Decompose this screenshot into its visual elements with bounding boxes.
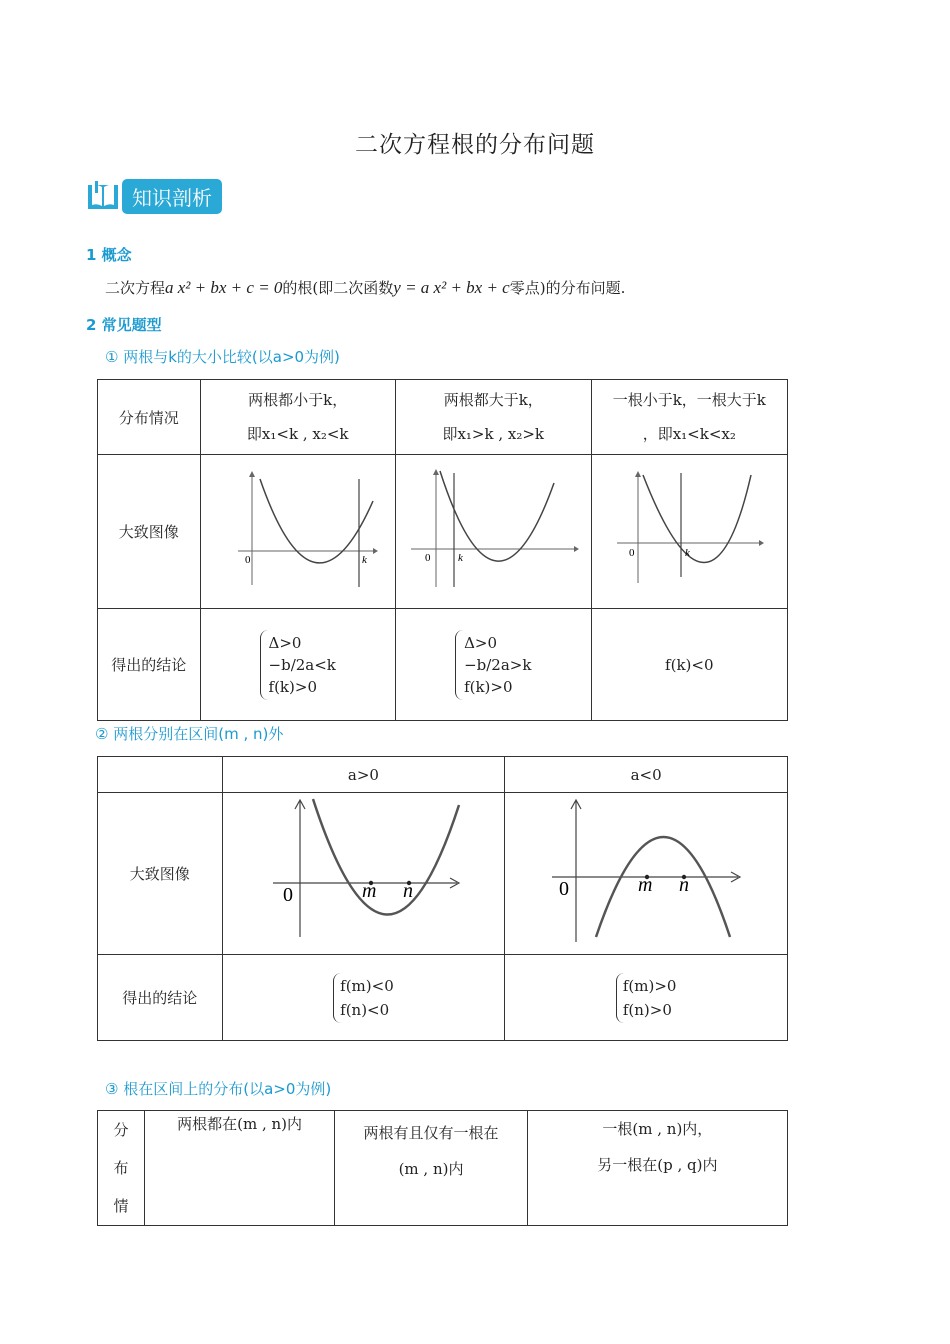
k-label: k bbox=[457, 551, 463, 564]
origin-label: 0 bbox=[629, 546, 635, 559]
parabola bbox=[440, 471, 554, 561]
parabola bbox=[260, 479, 373, 563]
case2-graph-neg-cell bbox=[505, 793, 788, 955]
case2-row-label-graph: 大致图像 bbox=[98, 793, 223, 955]
case2-graph-pos-cell bbox=[222, 793, 505, 955]
case1-col2-line1: 两根都大于k， bbox=[443, 391, 543, 409]
y-axis-arrow bbox=[635, 471, 641, 477]
case3-label-char2: 布 bbox=[113, 1159, 129, 1177]
case2-graph-pos bbox=[263, 797, 463, 947]
case1-heading: ① 两根与k的大小比较(以a>0为例) bbox=[105, 348, 340, 366]
case1-col3-desc bbox=[591, 380, 787, 455]
concept-text-mid: 的根(即二次函数 bbox=[282, 279, 394, 297]
case3-col2-line2: (m , n)内 bbox=[398, 1160, 464, 1178]
concept-eq2: y = a x² + bx + c bbox=[393, 278, 510, 297]
m-label: m bbox=[362, 879, 377, 902]
case3-row-label bbox=[98, 1111, 145, 1226]
conclusion2-cond2: −b/2a>k bbox=[464, 655, 532, 674]
case1-col1-line2: 即x₁<k , x₂<k bbox=[246, 425, 349, 443]
case1-graph2 bbox=[406, 465, 581, 595]
k-label: k bbox=[685, 546, 691, 559]
origin-label: 0 bbox=[559, 877, 570, 900]
case3-label-char3: 情 bbox=[113, 1197, 129, 1215]
case2-row-label-conclusion: 得出的结论 bbox=[98, 955, 223, 1041]
heading-concept: 1 概念 bbox=[86, 246, 132, 264]
case1-table bbox=[97, 379, 788, 721]
case1-graph3 bbox=[609, 465, 769, 595]
case1-conclusion2 bbox=[395, 609, 591, 721]
x-axis-arrow bbox=[574, 546, 579, 552]
case1-graph1-cell bbox=[200, 455, 395, 609]
case1-graph3-cell bbox=[591, 455, 787, 609]
case1-col2-desc bbox=[395, 380, 591, 455]
book-icon bbox=[86, 179, 120, 213]
page-title: 二次方程根的分布问题 bbox=[355, 132, 595, 158]
case3-table bbox=[97, 1110, 788, 1226]
y-axis-arrow bbox=[433, 469, 439, 475]
conclusion1-cond1: Δ>0 bbox=[268, 633, 302, 652]
case3-col2 bbox=[335, 1111, 527, 1226]
case2-pos-cond2: f(n)<0 bbox=[340, 1000, 390, 1019]
case1-col1-line1: 两根都小于k， bbox=[248, 391, 348, 409]
case1-col2-line2: 即x₁>k , x₂>k bbox=[442, 425, 545, 443]
case1-col3-line2: ，即x₁<k<x₂ bbox=[642, 425, 736, 443]
case2-heading: ② 两根分别在区间(m , n)外 bbox=[95, 725, 284, 743]
row-label-distribution: 分布情况 bbox=[98, 380, 201, 455]
origin-label: 0 bbox=[244, 553, 251, 566]
case3-heading: ③ 根在区间上的分布(以a>0为例) bbox=[105, 1080, 332, 1098]
case2-conclusion-neg bbox=[505, 955, 788, 1041]
n-label: n bbox=[403, 879, 414, 902]
case3-col3 bbox=[527, 1111, 787, 1226]
parabola bbox=[643, 475, 751, 563]
case2-corner bbox=[98, 757, 223, 793]
case1-col1-desc bbox=[200, 380, 395, 455]
x-axis-arrow bbox=[373, 548, 378, 554]
case3-col3-line1: 一根(m , n)内， bbox=[602, 1120, 713, 1138]
case1-graph1 bbox=[218, 465, 378, 595]
concept-text-post: 零点)的分布问题. bbox=[509, 279, 626, 297]
case2-head-a-pos: a>0 bbox=[222, 757, 505, 793]
case3-col1 bbox=[144, 1111, 334, 1226]
n-label: n bbox=[679, 873, 690, 896]
case2-table bbox=[97, 756, 788, 1041]
concept-text-pre: 二次方程 bbox=[105, 279, 166, 297]
conclusion1-cond3: f(k)>0 bbox=[268, 677, 317, 696]
x-axis-arrow bbox=[759, 540, 764, 546]
concept-paragraph bbox=[105, 277, 625, 298]
m-label: m bbox=[638, 873, 653, 896]
case1-conclusion1 bbox=[200, 609, 395, 721]
conclusion1-cond2: −b/2a<k bbox=[268, 655, 336, 674]
conclusion2-cond1: Δ>0 bbox=[464, 633, 498, 652]
y-axis-arrow bbox=[249, 471, 255, 477]
case1-conclusion3: f(k)<0 bbox=[591, 609, 787, 721]
conclusion2-cond3: f(k)>0 bbox=[464, 677, 513, 696]
case3-label-char1: 分 bbox=[113, 1121, 129, 1139]
case1-col3-line1: 一根小于k，一根大于k bbox=[612, 391, 766, 409]
case2-graph-neg bbox=[546, 797, 746, 947]
section-badge-label: 知识剖析 bbox=[122, 179, 222, 214]
origin-label: 0 bbox=[424, 551, 431, 564]
case3-col2-line1: 两根有且仅有一根在 bbox=[363, 1124, 499, 1142]
row-label-conclusion: 得出的结论 bbox=[98, 609, 201, 721]
case1-graph2-cell bbox=[395, 455, 591, 609]
case2-conclusion-pos bbox=[222, 955, 505, 1041]
section-badge bbox=[86, 178, 222, 214]
case3-col3-line2: 另一根在(p , q)内 bbox=[597, 1156, 718, 1174]
row-label-graph: 大致图像 bbox=[98, 455, 201, 609]
case2-neg-cond2: f(n)>0 bbox=[622, 1000, 672, 1019]
parabola bbox=[313, 799, 459, 915]
case2-pos-cond1: f(m)<0 bbox=[340, 976, 394, 995]
case2-head-a-neg: a<0 bbox=[505, 757, 788, 793]
parabola bbox=[596, 837, 730, 937]
concept-eq1: a x² + bx + c = 0 bbox=[165, 278, 283, 297]
case2-neg-cond1: f(m)>0 bbox=[622, 976, 677, 995]
origin-label: 0 bbox=[283, 883, 294, 906]
case3-col1-line1: 两根都在(m , n)内 bbox=[177, 1115, 303, 1133]
heading-types: 2 常见题型 bbox=[86, 316, 162, 334]
k-label: k bbox=[361, 553, 367, 566]
